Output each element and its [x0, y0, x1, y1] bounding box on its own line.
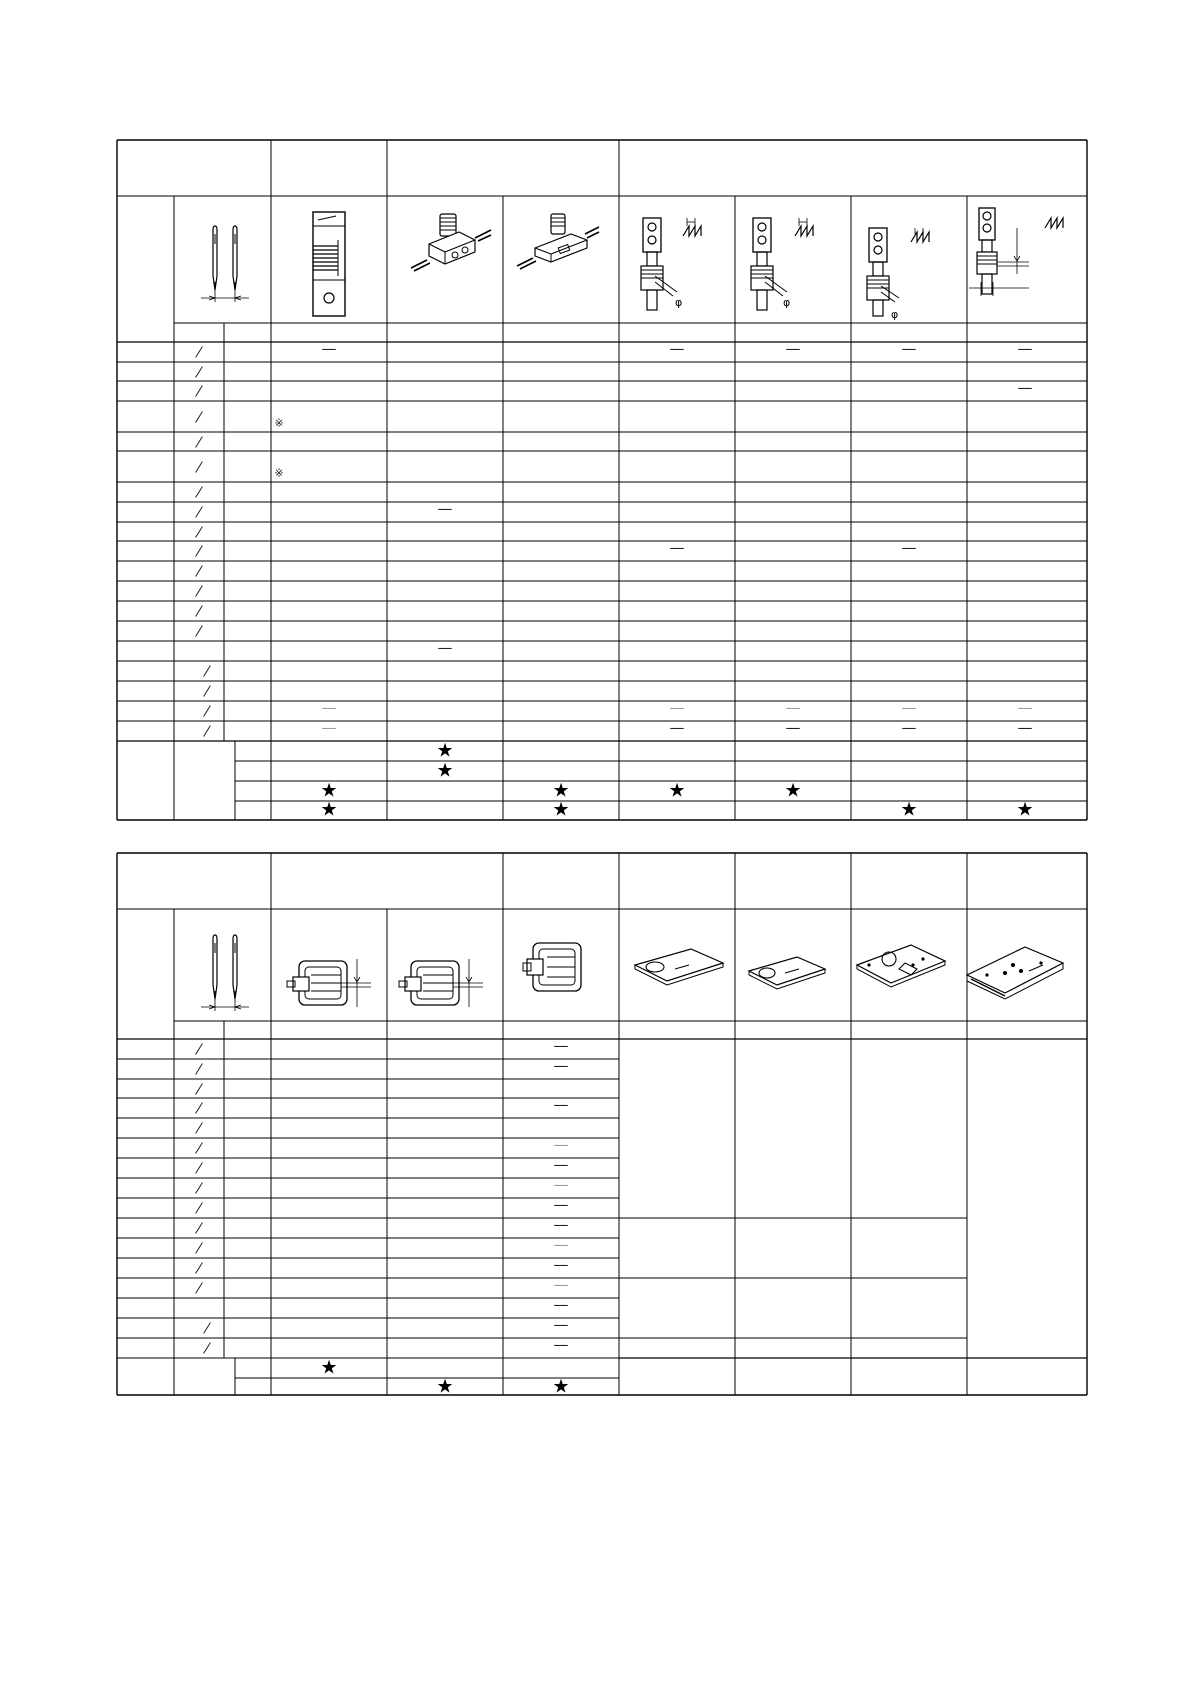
slash-mark: ⁄ — [197, 1119, 201, 1138]
needle-plate-icon — [304, 210, 354, 318]
dash-mark: — — [901, 339, 917, 358]
feed-dog-icon — [625, 216, 721, 312]
throat-plate-icon — [963, 941, 1067, 1003]
dash-mark: — — [669, 538, 685, 557]
slash-mark: ⁄ — [205, 1319, 209, 1338]
star-mark: ★ — [552, 779, 570, 802]
presser-foot-icon — [393, 957, 485, 1013]
throat-plate-icon — [631, 945, 727, 997]
dash-mark: — — [553, 1036, 569, 1055]
needle-clamp-flat-icon — [515, 210, 601, 280]
dash-mark: — — [785, 339, 801, 358]
dash-mark: — — [1017, 698, 1033, 717]
slash-mark: ⁄ — [205, 722, 209, 741]
slash-mark: ⁄ — [205, 662, 209, 681]
star-mark: ★ — [1016, 798, 1034, 821]
star-mark: ★ — [552, 798, 570, 821]
slash-mark: ⁄ — [197, 408, 201, 426]
slash-mark: ⁄ — [197, 1159, 201, 1178]
compatibility-table-1 — [117, 140, 1087, 820]
slash-mark: ⁄ — [205, 1339, 209, 1358]
star-mark: ★ — [436, 739, 454, 762]
slash-mark: ⁄ — [197, 343, 201, 362]
slash-mark: ⁄ — [197, 1219, 201, 1238]
svg-text:φ: φ — [783, 296, 791, 309]
dash-mark: — — [785, 718, 801, 737]
slash-mark: ⁄ — [197, 1259, 201, 1278]
dash-mark: — — [553, 1155, 569, 1174]
slash-mark: ⁄ — [197, 503, 201, 522]
slash-mark: ⁄ — [197, 382, 201, 401]
dash-mark: — — [1017, 378, 1033, 397]
slash-mark: ⁄ — [197, 1279, 201, 1298]
dash-mark: — — [553, 1056, 569, 1075]
dash-mark: — — [669, 339, 685, 358]
dash-mark: — — [321, 718, 337, 737]
slash-mark: ⁄ — [197, 433, 201, 451]
dash-mark: — — [553, 1195, 569, 1214]
dash-mark: — — [669, 698, 685, 717]
needle-pair-icon — [197, 933, 253, 1013]
dash-mark: — — [553, 1335, 569, 1354]
star-mark: ★ — [784, 779, 802, 802]
slash-mark: ⁄ — [197, 483, 201, 502]
dash-mark: — — [553, 1215, 569, 1234]
dash-mark: — — [553, 1095, 569, 1114]
star-mark: ★ — [436, 1375, 454, 1398]
dash-mark: — — [669, 718, 685, 737]
slash-mark: ⁄ — [197, 1199, 201, 1218]
slash-mark: ⁄ — [197, 1080, 201, 1098]
slash-mark: ⁄ — [197, 602, 201, 621]
slash-mark: ⁄ — [197, 622, 201, 641]
dash-mark: — — [553, 1275, 569, 1294]
star-mark: ★ — [320, 779, 338, 802]
star-mark: ★ — [320, 1356, 338, 1379]
compatibility-table-2 — [117, 853, 1087, 1398]
slash-mark: ⁄ — [197, 1099, 201, 1118]
feed-dog-icon — [855, 226, 951, 322]
star-mark: ★ — [900, 798, 918, 821]
feed-dog-icon — [739, 216, 835, 312]
dash-mark: — — [901, 538, 917, 557]
star-mark: ★ — [436, 759, 454, 782]
throat-plate-icon — [745, 951, 829, 997]
dash-mark: — — [785, 698, 801, 717]
presser-foot-icon — [967, 206, 1077, 304]
dash-mark: — — [901, 718, 917, 737]
slash-mark: ⁄ — [197, 1179, 201, 1198]
slash-mark: ⁄ — [197, 562, 201, 581]
slash-mark: ⁄ — [197, 1239, 201, 1258]
slash-mark: ⁄ — [205, 682, 209, 701]
presser-foot-icon — [521, 941, 591, 997]
slash-mark: ⁄ — [197, 1060, 201, 1079]
slash-mark: ⁄ — [197, 582, 201, 601]
slash-mark: ⁄ — [197, 1040, 201, 1059]
note-mark: ※ — [274, 466, 284, 479]
dash-mark: — — [553, 1315, 569, 1334]
dash-mark: — — [321, 339, 337, 358]
dash-mark: — — [321, 698, 337, 717]
dash-mark: — — [553, 1175, 569, 1194]
star-mark: ★ — [668, 779, 686, 802]
star-mark: ★ — [552, 1375, 570, 1398]
slash-mark: ⁄ — [197, 363, 201, 381]
star-mark: ★ — [320, 798, 338, 821]
note-mark: ※ — [274, 416, 284, 429]
svg-text:φ: φ — [675, 296, 683, 309]
slash-mark: ⁄ — [205, 702, 209, 721]
table-2-grid — [117, 853, 1087, 1398]
slash-mark: ⁄ — [197, 1139, 201, 1158]
dash-mark: — — [553, 1135, 569, 1154]
dash-mark: — — [1017, 718, 1033, 737]
dash-mark: — — [553, 1235, 569, 1254]
dash-mark: — — [437, 638, 453, 657]
needle-pair-icon — [197, 224, 253, 304]
dash-mark: — — [553, 1295, 569, 1314]
svg-text:φ: φ — [891, 308, 899, 321]
slash-mark: ⁄ — [197, 542, 201, 561]
presser-foot-icon — [281, 957, 373, 1013]
throat-plate-icon — [853, 939, 949, 999]
dash-mark: — — [553, 1255, 569, 1274]
needle-clamp-icon — [407, 210, 493, 280]
dash-mark: — — [437, 499, 453, 518]
dash-mark: — — [1017, 339, 1033, 358]
slash-mark: ⁄ — [197, 523, 201, 541]
dash-mark: — — [901, 698, 917, 717]
slash-mark: ⁄ — [197, 458, 201, 476]
